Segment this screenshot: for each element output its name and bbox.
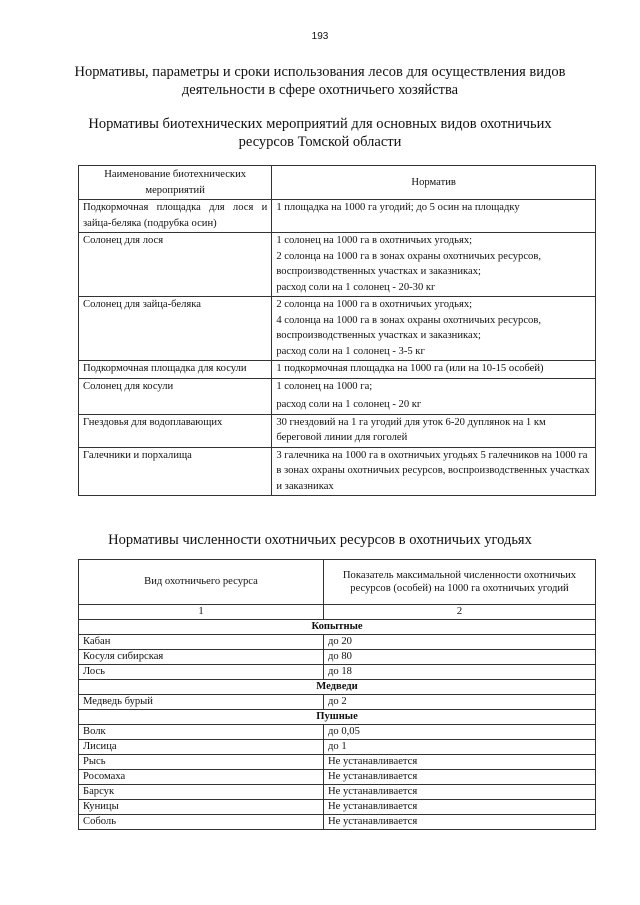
table-row (79, 800, 596, 815)
norm-line: расход соли на 1 солонец - 3-5 кг (276, 345, 425, 357)
table-row (79, 414, 596, 447)
page-number: 193 (311, 31, 329, 42)
measure-name: Солонец для зайца-беляка (79, 297, 272, 361)
species-name: Кабан (79, 635, 324, 650)
table-row (79, 233, 596, 297)
species-name: Медведь бурый (79, 695, 324, 710)
header-norm: Норматив (272, 166, 596, 200)
species-name: Косуля сибирская (79, 650, 324, 665)
species-norm: до 0,05 (324, 725, 596, 740)
table-row (79, 785, 596, 800)
table-row (79, 361, 596, 379)
column-index-2: 2 (324, 605, 596, 620)
biotech-table-header (79, 166, 596, 200)
species-norm: до 1 (324, 740, 596, 755)
header-measure-name: Наименование биотехнических мероприятий (79, 166, 272, 200)
table-row (79, 297, 596, 361)
norm-line: расход соли на 1 солонец - 20-30 кг (276, 281, 436, 293)
table-row (79, 665, 596, 680)
main-title-line-2: деятельности в сфере охотничьего хозяйства (181, 82, 459, 98)
table-row (79, 755, 596, 770)
header-species: Вид охотничьего ресурса (79, 560, 324, 605)
species-name: Соболь (79, 815, 324, 830)
norm-line: 1 подкормочная площадка на 1000 га (или на 10-15 особей) (276, 363, 544, 374)
species-norm: Не устанавливается (324, 755, 596, 770)
table-row (79, 725, 596, 740)
measure-name: Галечники и порхалища (79, 447, 272, 496)
column-index-row (79, 605, 596, 620)
group-title: Медведи (79, 680, 596, 695)
measure-norm (272, 233, 596, 297)
norm-line: 2 солонца на 1000 га в охотничьих угодьях; (276, 299, 473, 310)
table-row (79, 378, 596, 414)
column-index-1: 1 (79, 605, 324, 620)
species-name: Барсук (79, 785, 324, 800)
biotech-table-title (40, 115, 600, 151)
group-row (79, 710, 596, 725)
species-name: Лось (79, 665, 324, 680)
norm-line: 1 солонец на 1000 га; (276, 380, 373, 392)
species-name: Рысь (79, 755, 324, 770)
species-norm: Не устанавливается (324, 800, 596, 815)
group-row (79, 680, 596, 695)
norm-line: расход соли на 1 солонец - 20 кг (276, 399, 422, 410)
population-norms-table (78, 559, 596, 830)
measure-norm (272, 297, 596, 361)
main-title (40, 63, 600, 99)
norm-line: 1 площадка на 1000 га угодий; до 5 осин на площадку (276, 202, 520, 213)
table-row (79, 815, 596, 830)
species-name: Росомаха (79, 770, 324, 785)
table-row (79, 650, 596, 665)
table-row (79, 770, 596, 785)
species-name: Куницы (79, 800, 324, 815)
norm-line: 30 гнездовий на 1 га угодий для уток 6-20 дуплянок на 1 км береговой линии для гоголей (276, 416, 546, 443)
species-norm: до 20 (324, 635, 596, 650)
species-name: Волк (79, 725, 324, 740)
species-norm: до 80 (324, 650, 596, 665)
measure-name: Подкормочная площадка для лося и зайца-беляка (подрубка осин) (79, 200, 272, 233)
population-table-title: Нормативы численности охотничьих ресурсов в охотничьих угодьях (108, 532, 532, 548)
species-norm: Не устанавливается (324, 770, 596, 785)
norm-line: 1 солонец на 1000 га в охотничьих угодьях; (276, 235, 473, 246)
measure-name: Подкормочная площадка для косули (79, 361, 272, 379)
species-norm: Не устанавливается (324, 785, 596, 800)
table-row (79, 740, 596, 755)
norm-line: 2 солонца на 1000 га в зонах охраны охотничьих ресурсов, воспроизводственных участках и заказниках; (276, 250, 541, 277)
table-row (79, 200, 596, 233)
biotech-title-line-1: Нормативы биотехнических мероприятий для основных видов охотничьих (88, 116, 552, 132)
header-max-population: Показатель максимальной численности охотничьих ресурсов (особей) на 1000 га охотничьих угодий (324, 560, 596, 605)
measure-name: Солонец для лося (79, 233, 272, 297)
table-row (79, 635, 596, 650)
species-norm: Не устанавливается (324, 815, 596, 830)
measure-norm (272, 200, 596, 233)
norm-line: 4 солонца на 1000 га в зонах охраны охотничьих ресурсов, воспроизводственных участках и заказниках; (276, 314, 541, 341)
main-title-line-1: Нормативы, параметры и сроки использования лесов для осуществления видов (74, 64, 566, 80)
species-name: Лисица (79, 740, 324, 755)
measure-name: Гнездовья для водоплавающих (79, 414, 272, 447)
biotech-title-line-2: ресурсов Томской области (238, 134, 402, 150)
biotech-measures-table (78, 165, 596, 496)
table-row (79, 695, 596, 710)
group-row (79, 620, 596, 635)
group-title: Пушные (79, 710, 596, 725)
measure-norm (272, 361, 596, 379)
measure-norm (272, 378, 596, 414)
species-norm: до 2 (324, 695, 596, 710)
population-table-header (79, 560, 596, 605)
group-title: Копытные (79, 620, 596, 635)
species-norm: до 18 (324, 665, 596, 680)
measure-norm (272, 414, 596, 447)
measure-name: Солонец для косули (79, 378, 272, 414)
norm-line: 3 галечника на 1000 га в охотничьих угодьях 5 галечников на 1000 га в зонах охраны охотничьих ресурсов, воспроизводственных участках и заказниках (276, 449, 590, 492)
table-row (79, 447, 596, 496)
measure-norm (272, 447, 596, 496)
